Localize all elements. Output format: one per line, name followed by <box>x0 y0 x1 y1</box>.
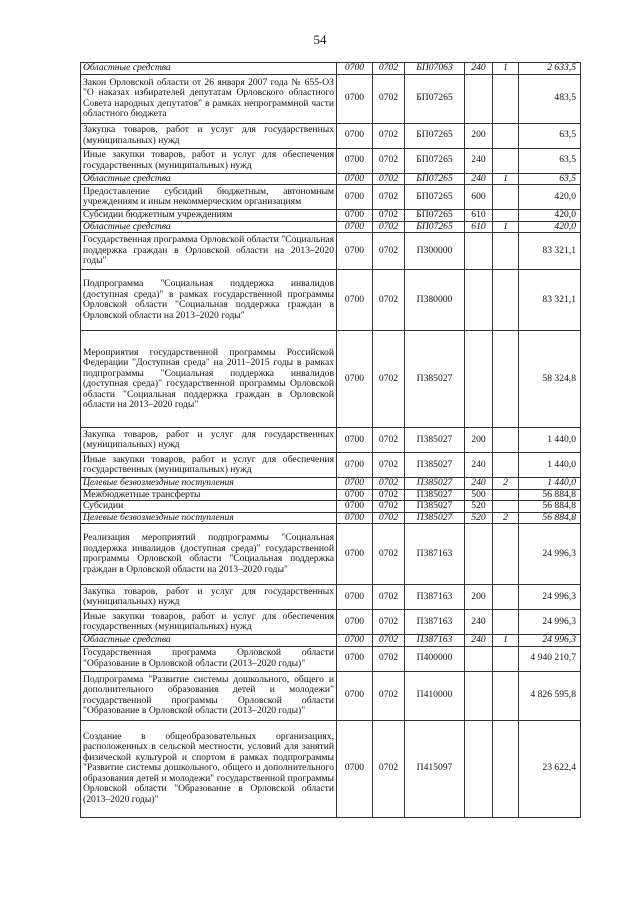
subsection-code: 0702 <box>373 501 405 513</box>
amount: 24 996,3 <box>519 610 581 635</box>
funding-source-code: 2 <box>493 478 519 490</box>
target-article-code: П385027 <box>405 428 465 453</box>
target-article-code: БП07265 <box>405 185 465 210</box>
funding-source-code <box>493 148 519 173</box>
section-code: 0700 <box>337 74 373 123</box>
expense-type-code <box>465 331 493 428</box>
target-article-code: БП07265 <box>405 173 465 185</box>
funding-source-code: 2 <box>493 512 519 524</box>
row-description: Иные закупки товаров, работ и услуг для обеспечения государственных (муниципальных) нужд <box>81 453 337 478</box>
table-row <box>81 646 581 671</box>
table-row <box>81 478 581 490</box>
section-code: 0700 <box>337 270 373 331</box>
funding-source-code: 1 <box>493 173 519 185</box>
amount: 2 633,5 <box>519 63 581 75</box>
section-code: 0700 <box>337 646 373 671</box>
funding-source-code <box>493 453 519 478</box>
subsection-code: 0702 <box>373 63 405 75</box>
funding-source-code <box>493 610 519 635</box>
funding-source-code <box>493 331 519 428</box>
row-description: Областные средства <box>81 221 337 233</box>
row-description: Государственная программа Орловской области "Социальная поддержка граждан в Орловской области на 2013–2020 годы" <box>81 233 337 270</box>
funding-source-code <box>493 671 519 720</box>
funding-source-code <box>493 270 519 331</box>
row-description: Предоставление субсидий бюджетным, автономным учреждениям и иным некоммерческим организациям <box>81 185 337 210</box>
amount: 63,5 <box>519 123 581 148</box>
table-row <box>81 74 581 123</box>
row-description: Межбюджетные трансферты <box>81 489 337 501</box>
target-article-code: БП07265 <box>405 221 465 233</box>
section-code: 0700 <box>337 185 373 210</box>
row-description: Закон Орловской области от 26 января 2007 года № 655-ОЗ "О наказах избирателей депутатам Орловского областного Совета народных депутатов" в рамках непрограммной части областного бюджета <box>81 74 337 123</box>
row-description: Областные средства <box>81 63 337 75</box>
table-row <box>81 635 581 647</box>
subsection-code: 0702 <box>373 210 405 222</box>
target-article-code: П385027 <box>405 501 465 513</box>
funding-source-code <box>493 74 519 123</box>
table-row <box>81 233 581 270</box>
table-row <box>81 221 581 233</box>
amount: 420,0 <box>519 185 581 210</box>
expense-type-code <box>465 270 493 331</box>
amount: 4 940 210,7 <box>519 646 581 671</box>
expense-type-code <box>465 233 493 270</box>
table-row <box>81 671 581 720</box>
amount: 24 996,3 <box>519 524 581 585</box>
target-article-code: БП07063 <box>405 63 465 75</box>
row-description: Реализация мероприятий подпрограммы "Социальная поддержка инвалидов (доступная среда)" государственной программы Орловской области "Социальная поддержка граждан в Орловской области на 2013–2020 годы" <box>81 524 337 585</box>
amount: 83 321,1 <box>519 233 581 270</box>
amount: 63,5 <box>519 148 581 173</box>
expense-type-code: 240 <box>465 148 493 173</box>
subsection-code: 0702 <box>373 585 405 610</box>
funding-source-code <box>493 489 519 501</box>
expense-type-code <box>465 524 493 585</box>
amount: 58 324,8 <box>519 331 581 428</box>
target-article-code: БП07265 <box>405 210 465 222</box>
row-description: Закупка товаров, работ и услуг для государственных (муниципальных) нужд <box>81 428 337 453</box>
row-description: Закупка товаров, работ и услуг для государственных (муниципальных) нужд <box>81 123 337 148</box>
target-article-code: П387163 <box>405 585 465 610</box>
funding-source-code: 1 <box>493 635 519 647</box>
budget-table <box>80 62 581 818</box>
subsection-code: 0702 <box>373 646 405 671</box>
amount: 56 884,8 <box>519 489 581 501</box>
section-code: 0700 <box>337 501 373 513</box>
funding-source-code <box>493 123 519 148</box>
section-code: 0700 <box>337 123 373 148</box>
subsection-code: 0702 <box>373 478 405 490</box>
row-description: Областные средства <box>81 173 337 185</box>
amount: 483,5 <box>519 74 581 123</box>
expense-type-code: 500 <box>465 489 493 501</box>
expense-type-code: 200 <box>465 585 493 610</box>
table-row <box>81 720 581 817</box>
row-description: Областные средства <box>81 635 337 647</box>
subsection-code: 0702 <box>373 610 405 635</box>
subsection-code: 0702 <box>373 270 405 331</box>
row-description: Целевые безвозмездные поступления <box>81 512 337 524</box>
subsection-code: 0702 <box>373 233 405 270</box>
target-article-code: П385027 <box>405 489 465 501</box>
section-code: 0700 <box>337 635 373 647</box>
funding-source-code: 1 <box>493 221 519 233</box>
section-code: 0700 <box>337 610 373 635</box>
expense-type-code: 240 <box>465 478 493 490</box>
section-code: 0700 <box>337 221 373 233</box>
section-code: 0700 <box>337 512 373 524</box>
target-article-code: П385027 <box>405 331 465 428</box>
subsection-code: 0702 <box>373 173 405 185</box>
amount: 24 996,3 <box>519 585 581 610</box>
row-description: Создание в общеобразовательных организациях, расположенных в сельской местности, условий для занятий физической культурой и спортом в рамках подпрограммы "Развитие системы дошкольного, общего и дополнительного образования детей и молодежи" государственной программы Орловской области "Образование в Орловской области (2013–2020 годы)" <box>81 720 337 817</box>
section-code: 0700 <box>337 331 373 428</box>
amount: 1 440,0 <box>519 428 581 453</box>
target-article-code: БП07265 <box>405 74 465 123</box>
table-row <box>81 148 581 173</box>
target-article-code: П387163 <box>405 610 465 635</box>
subsection-code: 0702 <box>373 489 405 501</box>
row-description: Государственная программа Орловской области "Образование в Орловской области (2013–2020 годы)" <box>81 646 337 671</box>
subsection-code: 0702 <box>373 123 405 148</box>
target-article-code: П410000 <box>405 671 465 720</box>
expense-type-code: 240 <box>465 63 493 75</box>
section-code: 0700 <box>337 173 373 185</box>
page-number: 54 <box>313 32 327 47</box>
funding-source-code <box>493 524 519 585</box>
subsection-code: 0702 <box>373 720 405 817</box>
row-description: Подпрограмма "Социальная поддержка инвалидов (доступная среда)" в рамках государственной программы Орловской области "Социальная поддержка граждан в Орловской области на 2013–2020 годы" <box>81 270 337 331</box>
table-row <box>81 331 581 428</box>
expense-type-code: 200 <box>465 428 493 453</box>
section-code: 0700 <box>337 63 373 75</box>
table-row <box>81 185 581 210</box>
subsection-code: 0702 <box>373 512 405 524</box>
amount: 4 826 595,8 <box>519 671 581 720</box>
expense-type-code: 520 <box>465 501 493 513</box>
section-code: 0700 <box>337 671 373 720</box>
subsection-code: 0702 <box>373 453 405 478</box>
amount: 56 884,8 <box>519 512 581 524</box>
expense-type-code: 610 <box>465 210 493 222</box>
subsection-code: 0702 <box>373 185 405 210</box>
amount: 420,0 <box>519 221 581 233</box>
expense-type-code: 600 <box>465 185 493 210</box>
funding-source-code: 1 <box>493 63 519 75</box>
table-row <box>81 524 581 585</box>
target-article-code: П387163 <box>405 524 465 585</box>
row-description: Иные закупки товаров, работ и услуг для обеспечения государственных (муниципальных) нужд <box>81 610 337 635</box>
expense-type-code <box>465 74 493 123</box>
section-code: 0700 <box>337 585 373 610</box>
expense-type-code: 610 <box>465 221 493 233</box>
row-description: Субсидии <box>81 501 337 513</box>
target-article-code: БП07265 <box>405 148 465 173</box>
funding-source-code <box>493 720 519 817</box>
table-row <box>81 123 581 148</box>
section-code: 0700 <box>337 428 373 453</box>
row-description: Иные закупки товаров, работ и услуг для обеспечения государственных (муниципальных) нужд <box>81 148 337 173</box>
amount: 24 996,3 <box>519 635 581 647</box>
target-article-code: П380000 <box>405 270 465 331</box>
subsection-code: 0702 <box>373 635 405 647</box>
section-code: 0700 <box>337 210 373 222</box>
amount: 63,5 <box>519 173 581 185</box>
subsection-code: 0702 <box>373 221 405 233</box>
target-article-code: П415097 <box>405 720 465 817</box>
amount: 83 321,1 <box>519 270 581 331</box>
subsection-code: 0702 <box>373 331 405 428</box>
target-article-code: П385027 <box>405 478 465 490</box>
row-description: Подпрограмма "Развитие системы дошкольного, общего и дополнительного образования детей и молодежи" государственной программы Орловской области "Образование в Орловской области (2013–2020 годы)" <box>81 671 337 720</box>
amount: 23 622,4 <box>519 720 581 817</box>
amount: 56 884,8 <box>519 501 581 513</box>
funding-source-code <box>493 646 519 671</box>
amount: 1 440,0 <box>519 478 581 490</box>
table-row <box>81 270 581 331</box>
subsection-code: 0702 <box>373 74 405 123</box>
row-description: Мероприятия государственной программы Российской Федерации "Доступная среда" на 2011–2015 годы в рамках подпрограммы "Социальная поддержка инвалидов (доступная среда)" государственной программы Орловской области "Социальная поддержка граждан в Орловской области на 2013–2020 годы" <box>81 331 337 428</box>
subsection-code: 0702 <box>373 428 405 453</box>
funding-source-code <box>493 585 519 610</box>
section-code: 0700 <box>337 453 373 478</box>
target-article-code: П385027 <box>405 512 465 524</box>
section-code: 0700 <box>337 478 373 490</box>
target-article-code: П385027 <box>405 453 465 478</box>
budget-table-body <box>81 63 581 818</box>
expense-type-code <box>465 720 493 817</box>
table-row <box>81 489 581 501</box>
target-article-code: П387163 <box>405 635 465 647</box>
table-row <box>81 501 581 513</box>
funding-source-code <box>493 501 519 513</box>
expense-type-code: 240 <box>465 635 493 647</box>
table-row <box>81 63 581 75</box>
expense-type-code <box>465 646 493 671</box>
funding-source-code <box>493 185 519 210</box>
expense-type-code: 240 <box>465 610 493 635</box>
expense-type-code <box>465 671 493 720</box>
expense-type-code: 240 <box>465 453 493 478</box>
table-row <box>81 453 581 478</box>
section-code: 0700 <box>337 489 373 501</box>
section-code: 0700 <box>337 524 373 585</box>
table-row <box>81 512 581 524</box>
row-description: Закупка товаров, работ и услуг для государственных (муниципальных) нужд <box>81 585 337 610</box>
row-description: Субсидии бюджетным учреждениям <box>81 210 337 222</box>
amount: 420,0 <box>519 210 581 222</box>
target-article-code: П400000 <box>405 646 465 671</box>
table-row <box>81 210 581 222</box>
table-row <box>81 610 581 635</box>
section-code: 0700 <box>337 720 373 817</box>
subsection-code: 0702 <box>373 148 405 173</box>
row-description: Целевые безвозмездные поступления <box>81 478 337 490</box>
table-row <box>81 585 581 610</box>
table-row <box>81 428 581 453</box>
funding-source-code <box>493 233 519 270</box>
section-code: 0700 <box>337 233 373 270</box>
subsection-code: 0702 <box>373 671 405 720</box>
funding-source-code <box>493 428 519 453</box>
target-article-code: БП07265 <box>405 123 465 148</box>
expense-type-code: 240 <box>465 173 493 185</box>
section-code: 0700 <box>337 148 373 173</box>
subsection-code: 0702 <box>373 524 405 585</box>
expense-type-code: 200 <box>465 123 493 148</box>
amount: 1 440,0 <box>519 453 581 478</box>
expense-type-code: 520 <box>465 512 493 524</box>
target-article-code: П300000 <box>405 233 465 270</box>
table-row <box>81 173 581 185</box>
funding-source-code <box>493 210 519 222</box>
